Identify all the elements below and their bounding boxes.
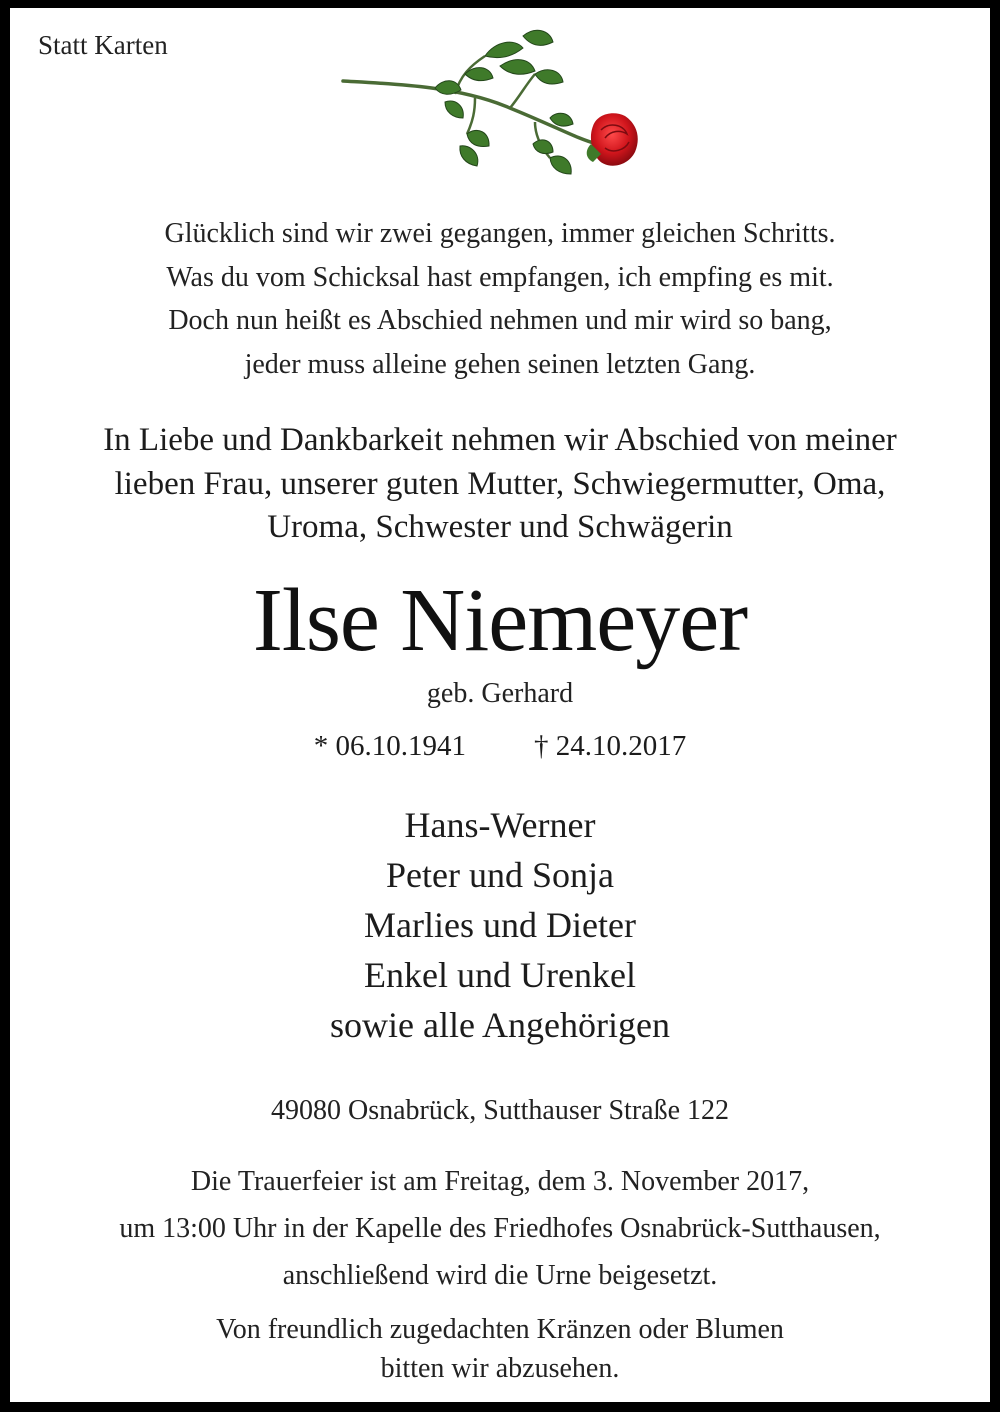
service-line: anschließend wird die Urne beigesetzt.: [282, 1260, 718, 1291]
deceased-name: Ilse Niemeyer: [252, 571, 748, 670]
birth-date: * 06.10.1941: [313, 730, 466, 762]
intro-line: lieben Frau, unserer guten Mutter, Schwiegermutter, Oma,: [114, 465, 886, 502]
life-dates: [10, 726, 990, 766]
statt-karten-label: Statt Karten: [38, 30, 168, 60]
flowers-note: [10, 1310, 990, 1388]
obituary-card: [10, 8, 990, 1402]
death-date: † 24.10.2017: [534, 730, 687, 762]
poem-line: jeder muss alleine gehen seinen letzten Gang.: [244, 348, 756, 380]
mourner: Marlies und Dieter: [364, 905, 636, 945]
farewell-intro: [10, 419, 990, 550]
mourner: Hans-Werner: [404, 805, 596, 845]
address: 49080 Osnabrück, Sutthauser Straße 122: [270, 1095, 730, 1126]
mourner: Enkel und Urenkel: [364, 955, 636, 995]
service-line: Die Trauerfeier ist am Freitag, dem 3. November 2017,: [190, 1166, 810, 1197]
intro-line: Uroma, Schwester und Schwägerin: [267, 509, 733, 545]
poem: [10, 212, 990, 386]
poem-line: Was du vom Schicksal hast empfangen, ich empfing es mit.: [166, 261, 834, 293]
funeral-service-info: [10, 1158, 990, 1299]
poem-line: Glücklich sind wir zwei gegangen, immer gleichen Schritts.: [164, 218, 836, 249]
mourner: Peter und Sonja: [386, 855, 614, 895]
mourner: sowie alle Angehörigen: [330, 1005, 670, 1045]
poem-line: Doch nun heißt es Abschied nehmen und mir wird so bang,: [168, 305, 832, 336]
intro-line: In Liebe und Dankbarkeit nehmen wir Abschied von meiner: [103, 422, 897, 458]
red-rose-icon: [335, 26, 655, 206]
flowers-line: Von freundlich zugedachten Kränzen oder Blumen: [216, 1314, 784, 1345]
mourners-list: [10, 800, 990, 1050]
service-line: um 13:00 Uhr in der Kapelle des Friedhofes Osnabrück-Sutthausen,: [119, 1213, 881, 1244]
flowers-line: bitten wir abzusehen.: [380, 1353, 620, 1384]
maiden-name: geb. Gerhard: [426, 678, 574, 709]
